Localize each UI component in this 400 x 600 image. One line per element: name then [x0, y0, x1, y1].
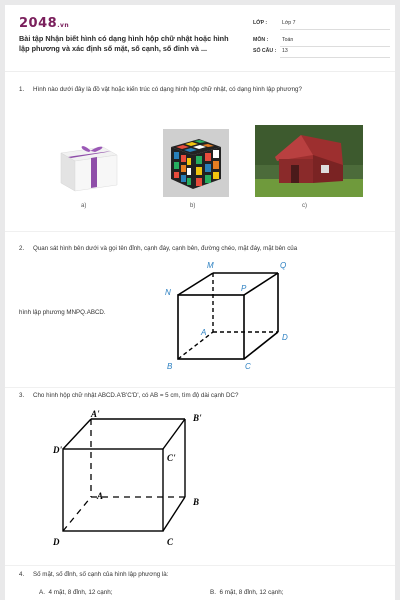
question-3-text: Cho hình hộp chữ nhật ABCD.A'B'C'D', có AB = 5 cm, tìm độ dài cạnh DC?	[33, 392, 239, 399]
label-C-prime: C'	[167, 453, 176, 463]
caption-c: c)	[302, 203, 307, 209]
question-1-number: 1.	[19, 86, 25, 93]
question-3	[19, 391, 381, 401]
question-4	[19, 570, 381, 580]
label-A: A	[97, 491, 104, 501]
gift-box-image	[51, 135, 123, 197]
label-B-prime: B'	[193, 413, 202, 423]
meta-count-value: 13	[282, 48, 288, 54]
logo-suffix: .vn	[57, 22, 70, 29]
label-N: N	[165, 288, 171, 297]
label-C: C	[245, 362, 251, 371]
meta-subject-key: MÔN :	[253, 37, 269, 43]
option-a-text: 4 mặt, 8 đỉnh, 12 cạnh;	[48, 589, 113, 596]
question-2-text-cont: hình lập phương MNPQ.ABCD.	[19, 309, 106, 316]
house-image	[255, 125, 363, 197]
question-2-number: 2.	[19, 245, 25, 252]
question-1-text: Hình nào dưới đây là đồ vật hoặc kiến trúc có dạng hình hộp chữ nhật, có dạng hình lập phương?	[33, 86, 302, 93]
meta-subject	[253, 37, 293, 43]
meta-subject-value: Toán	[282, 37, 294, 43]
meta-class-key: LỚP :	[253, 20, 268, 26]
meta-class	[253, 20, 296, 26]
option-b-letter: B.	[210, 589, 216, 596]
meta-count-key: SỐ CÂU :	[253, 48, 277, 54]
question-1	[19, 85, 381, 95]
label-A-prime: A'	[91, 409, 100, 419]
label-A: A	[201, 328, 207, 337]
option-a-letter: A.	[39, 589, 45, 596]
header-divider	[5, 71, 395, 72]
label-Q: Q	[280, 261, 287, 270]
question-4-number: 4.	[19, 571, 25, 578]
question-3-number: 3.	[19, 392, 25, 399]
label-M: M	[207, 261, 214, 270]
option-a[interactable]	[39, 589, 113, 596]
site-logo[interactable]	[19, 16, 69, 31]
label-B: B	[167, 362, 173, 371]
worksheet-page	[5, 5, 395, 600]
label-B: B	[193, 497, 200, 507]
box-abcd-figure	[45, 405, 215, 550]
cube-mnpq-abcd-figure	[153, 257, 293, 372]
question-divider	[5, 387, 395, 388]
label-C: C	[167, 537, 174, 547]
question-4-text: Số mặt, số đỉnh, số cạnh của hình lập phương là:	[33, 571, 169, 578]
meta-count	[253, 48, 288, 54]
question-2	[19, 244, 381, 254]
option-b-text: 6 mặt, 8 đỉnh, 12 cạnh;	[219, 589, 284, 596]
worksheet-title: Bài tập Nhận biết hình có dạng hình hộp chữ nhật hoặc hình lập phương và xác định số mặt, số cạnh, số đỉnh và ...	[19, 34, 229, 53]
question-divider	[5, 565, 395, 566]
label-D-prime: D'	[53, 445, 62, 455]
caption-b: b)	[190, 203, 196, 209]
caption-a: a)	[81, 203, 87, 209]
label-D: D	[282, 333, 288, 342]
label-P: P	[241, 284, 247, 293]
question-divider	[5, 231, 395, 232]
option-b[interactable]	[210, 589, 284, 596]
rubik-cube-image	[163, 129, 229, 197]
logo-text: 2048	[19, 16, 58, 31]
meta-class-value: Lớp 7	[282, 20, 296, 26]
label-D: D	[53, 537, 60, 547]
question-2-text: Quan sát hình bên dưới và gọi tên đỉnh, cạnh đáy, cạnh bên, đường chéo, mặt đáy, mặt bên của	[33, 245, 298, 252]
